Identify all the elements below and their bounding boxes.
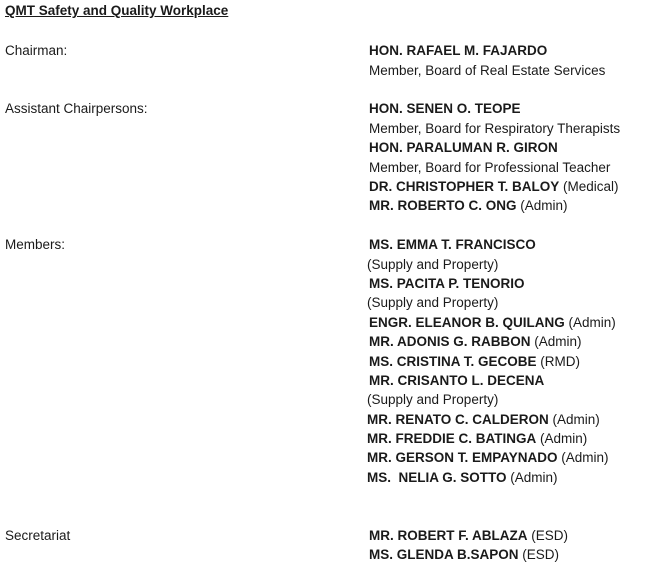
member-2-unit: (Supply and Property): [367, 295, 499, 310]
assistant-4-name: MR. ROBERTO C. ONG: [369, 198, 517, 213]
member-5-name: MS. CRISTINA T. GECOBE: [369, 354, 537, 369]
member-5: [369, 354, 580, 370]
document-title: QMT Safety and Quality Workplace: [5, 3, 229, 18]
member-1-name-text: MS. EMMA T. FRANCISCO: [369, 237, 536, 252]
secretariat-1-unit: (ESD): [531, 528, 569, 543]
secretariat-2: [369, 547, 559, 563]
assistant-3: [369, 179, 619, 195]
assistant-2-name-text: HON. PARALUMAN R. GIRON: [369, 140, 558, 155]
member-8-unit: (Admin): [540, 431, 588, 446]
member-2-name: [369, 276, 525, 292]
members-label: Members:: [5, 237, 66, 252]
member-5-unit: (RMD): [540, 354, 581, 369]
assistant-4-unit: (Admin): [520, 198, 568, 213]
secretariat-1: [369, 528, 568, 544]
secretariat-label: Secretariat: [5, 528, 71, 543]
member-4: [369, 334, 582, 350]
assistant-2-position: Member, Board for Professional Teacher: [369, 160, 611, 175]
member-4-unit: (Admin): [534, 334, 582, 349]
assistant-1-name-text: HON. SENEN O. TEOPE: [369, 101, 521, 116]
chairman-name-text: HON. RAFAEL M. FAJARDO: [369, 43, 548, 58]
member-10-name: MS. NELIA G. SOTTO: [367, 470, 507, 485]
member-9-unit: (Admin): [561, 450, 609, 465]
assistant-4: [369, 198, 568, 214]
chairman-label: Chairman:: [5, 43, 68, 58]
secretariat-2-name: MS. GLENDA B.SAPON: [369, 547, 519, 562]
member-8: [367, 431, 587, 447]
assistant-2-name: [369, 140, 558, 156]
member-7-unit: (Admin): [552, 412, 600, 427]
member-1-unit: (Supply and Property): [367, 257, 499, 272]
member-6-unit: (Supply and Property): [367, 392, 499, 407]
assistant-label: Assistant Chairpersons:: [5, 101, 148, 116]
chairman-name: [369, 43, 547, 59]
member-10: [367, 470, 558, 486]
member-1-name: [369, 237, 536, 253]
member-7: [367, 412, 600, 428]
member-7-name: MR. RENATO C. CALDERON: [367, 412, 549, 427]
member-10-unit: (Admin): [510, 470, 558, 485]
member-6-name: [369, 373, 544, 389]
chairman-position: Member, Board of Real Estate Services: [369, 63, 606, 78]
member-3-name: ENGR. ELEANOR B. QUILANG: [369, 315, 565, 330]
member-4-name: MR. ADONIS G. RABBON: [369, 334, 531, 349]
member-6-name-text: MR. CRISANTO L. DECENA: [369, 373, 545, 388]
member-3-unit: (Admin): [568, 315, 616, 330]
assistant-1-position: Member, Board for Respiratory Therapists: [369, 121, 621, 136]
member-9: [367, 450, 609, 466]
member-8-name: MR. FREDDIE C. BATINGA: [367, 431, 537, 446]
member-2-name-text: MS. PACITA P. TENORIO: [369, 276, 525, 291]
member-3: [369, 315, 616, 331]
assistant-3-name: DR. CHRISTOPHER T. BALOY: [369, 179, 560, 194]
member-9-name: MR. GERSON T. EMPAYNADO: [367, 450, 558, 465]
assistant-3-unit: (Medical): [563, 179, 619, 194]
secretariat-1-name: MR. ROBERT F. ABLAZA: [369, 528, 528, 543]
assistant-1-name: [369, 101, 521, 117]
secretariat-2-unit: (ESD): [522, 547, 560, 562]
